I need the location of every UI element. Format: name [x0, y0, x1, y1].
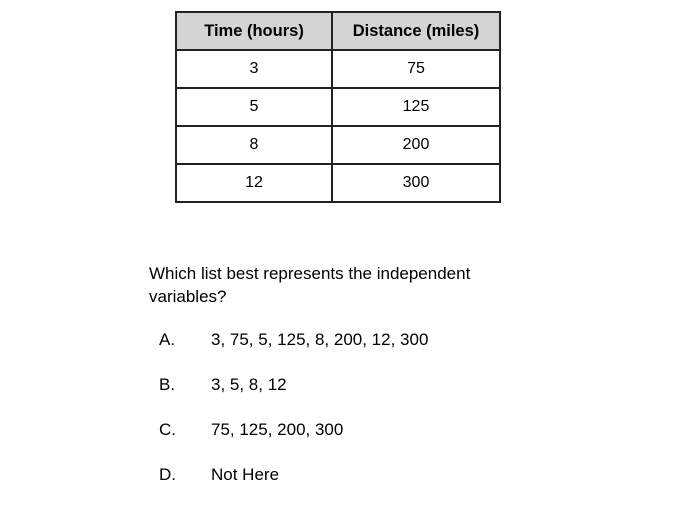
table-header-row	[176, 12, 500, 50]
cell-distance: 125	[332, 88, 500, 126]
column-header-time: Time (hours)	[176, 12, 332, 50]
table-row	[176, 50, 500, 88]
choice-letter: C.	[159, 420, 176, 439]
answer-choice-d[interactable]	[159, 465, 428, 510]
choice-text: 75, 125, 200, 300	[211, 420, 344, 439]
cell-time: 3	[176, 50, 332, 88]
choice-letter: A.	[159, 330, 176, 349]
data-table	[175, 11, 501, 203]
answer-choices	[159, 330, 428, 510]
answer-choice-b[interactable]	[159, 375, 428, 420]
cell-time: 5	[176, 88, 332, 126]
answer-choice-a[interactable]	[159, 330, 428, 375]
answer-choice-c[interactable]	[159, 420, 428, 465]
cell-distance: 200	[332, 126, 500, 164]
table-row	[176, 88, 500, 126]
table-row	[176, 126, 500, 164]
column-header-distance: Distance (miles)	[332, 12, 500, 50]
choice-text: Not Here	[211, 465, 280, 484]
choice-text: 3, 75, 5, 125, 8, 200, 12, 300	[211, 330, 429, 349]
table-row	[176, 164, 500, 202]
choice-letter: D.	[159, 465, 176, 484]
cell-distance: 75	[332, 50, 500, 88]
cell-time: 8	[176, 126, 332, 164]
cell-time: 12	[176, 164, 332, 202]
choice-text: 3, 5, 8, 12	[211, 375, 287, 394]
cell-distance: 300	[332, 164, 500, 202]
choice-letter: B.	[159, 375, 176, 394]
question-text: Which list best represents the independent variables?	[149, 264, 471, 306]
